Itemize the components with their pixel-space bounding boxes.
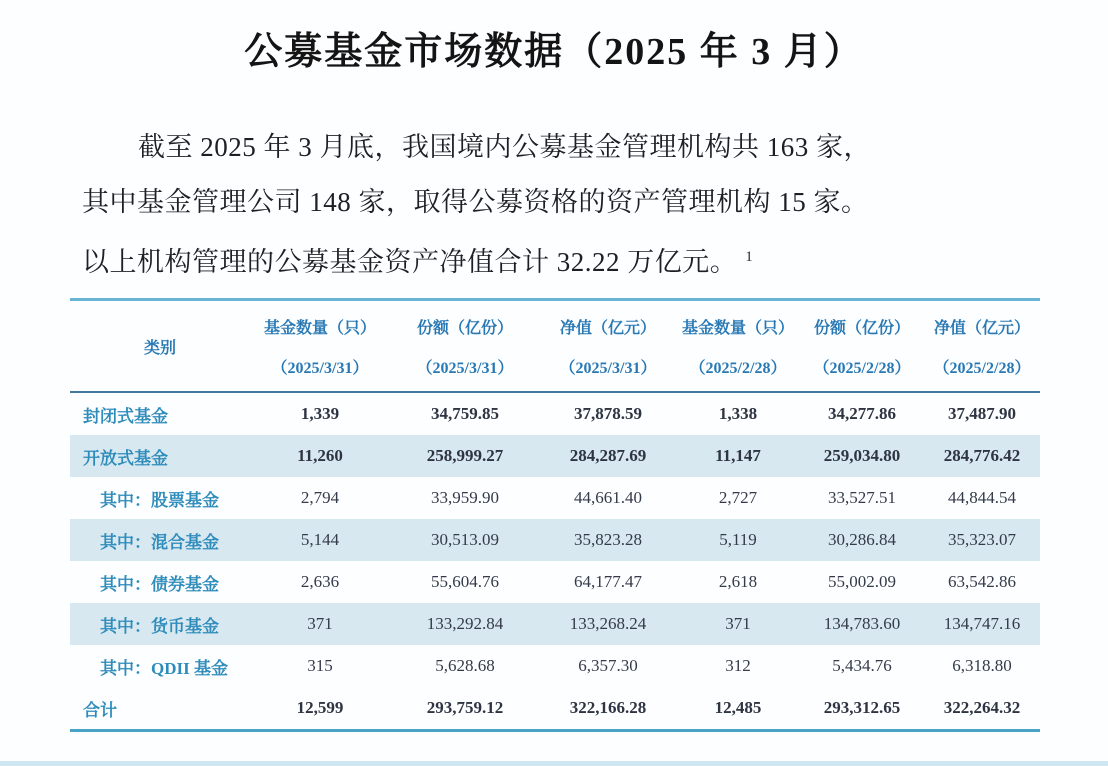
cell-value: 6,357.30 — [578, 656, 638, 675]
fund-data-table — [70, 298, 1040, 732]
table-row-hybrid — [70, 519, 1040, 561]
cell-value: 5,434.76 — [832, 656, 892, 675]
column-header-label: 份额（亿份） — [813, 319, 910, 337]
column-header-label: 净值（亿元） — [559, 319, 656, 337]
cell-value: 2,727 — [718, 488, 758, 507]
column-header-category: 类别 — [70, 300, 250, 393]
cell-value: 322,264.32 — [943, 698, 1021, 717]
row-category: 其中：股票基金 — [100, 490, 219, 510]
cell-value: 5,119 — [719, 530, 757, 549]
table-row-open-end — [70, 435, 1040, 477]
cell-value: 12,485 — [714, 698, 762, 717]
table-row-bond — [70, 561, 1040, 603]
cell-value: 35,323.07 — [948, 530, 1016, 549]
column-header-date: （2025/3/31） — [559, 359, 657, 377]
cell-value: 55,604.76 — [431, 572, 499, 591]
cell-value: 259,034.80 — [823, 446, 901, 465]
cell-value: 134,747.16 — [943, 614, 1021, 633]
cell-value: 11,260 — [297, 446, 343, 465]
column-header-date: （2025/2/28） — [933, 359, 1031, 377]
column-header-count-feb — [676, 300, 800, 393]
cell-value: 64,177.47 — [574, 572, 642, 591]
cell-value: 258,999.27 — [426, 446, 504, 465]
cell-value: 5,628.68 — [435, 656, 495, 675]
column-header-label: 基金数量（只） — [681, 319, 794, 337]
paragraph-line-3 — [82, 230, 1012, 290]
cell-value: 6,318.80 — [952, 656, 1012, 675]
page-title: 公募基金市场数据（2025 年 3 月） — [244, 31, 864, 73]
cell-value: 284,287.69 — [569, 446, 647, 465]
cell-value: 33,959.90 — [431, 488, 499, 507]
cell-value: 44,661.40 — [574, 488, 642, 507]
cell-value: 1,339 — [300, 404, 340, 423]
cell-value: 133,292.84 — [426, 614, 504, 633]
column-header-date: （2025/2/28） — [813, 359, 911, 377]
cell-value: 2,636 — [300, 572, 340, 591]
cell-value: 5,144 — [300, 530, 340, 549]
table-row-closed-end — [70, 392, 1040, 435]
cell-value: 371 — [307, 614, 333, 633]
table-row-total — [70, 687, 1040, 731]
row-category: 合计 — [83, 700, 117, 720]
column-header-date: （2025/2/28） — [689, 359, 787, 377]
column-header-count-mar — [250, 300, 390, 393]
intro-paragraph — [82, 120, 1012, 290]
cell-value: 37,878.59 — [574, 404, 642, 423]
row-category: 封闭式基金 — [83, 406, 168, 426]
paragraph-line-3-text: 以上机构管理的公募基金资产净值合计 32.22 万亿元。 — [82, 247, 738, 277]
cell-value: 371 — [725, 614, 751, 633]
footnote-marker: 1 — [745, 249, 754, 265]
cell-value: 30,286.84 — [828, 530, 896, 549]
cell-value: 133,268.24 — [569, 614, 647, 633]
cell-value: 315 — [307, 656, 333, 675]
cell-value: 322,166.28 — [569, 698, 647, 717]
cell-value: 293,312.65 — [823, 698, 901, 717]
row-category: 其中：债券基金 — [100, 574, 219, 594]
cell-value: 37,487.90 — [948, 404, 1016, 423]
column-header-nav-mar — [540, 300, 676, 393]
cell-value: 44,844.54 — [948, 488, 1016, 507]
row-category: 其中：混合基金 — [100, 532, 219, 552]
cell-value: 1,338 — [718, 404, 758, 423]
column-header-label: 份额（亿份） — [416, 319, 513, 337]
cell-value: 312 — [725, 656, 751, 675]
cell-value: 134,783.60 — [823, 614, 901, 633]
cell-value: 293,759.12 — [426, 698, 504, 717]
table-row-qdii — [70, 645, 1040, 687]
cell-value: 34,759.85 — [431, 404, 499, 423]
paragraph-line-1: 截至 2025 年 3 月底，我国境内公募基金管理机构共 163 家， — [138, 132, 871, 162]
row-category: 其中：QDII 基金 — [100, 658, 228, 678]
cell-value: 33,527.51 — [828, 488, 896, 507]
column-header-label: 净值（亿元） — [933, 319, 1030, 337]
column-header-label: 基金数量（只） — [263, 319, 376, 337]
table-header-row — [70, 300, 1040, 393]
cell-value: 35,823.28 — [574, 530, 642, 549]
page-bottom-edge — [0, 761, 1108, 766]
cell-value: 30,513.09 — [431, 530, 499, 549]
table-row-equity — [70, 477, 1040, 519]
column-header-date: （2025/3/31） — [271, 359, 369, 377]
paragraph-line-2: 其中基金管理公司 148 家，取得公募资格的资产管理机构 15 家。 — [82, 187, 869, 217]
cell-value: 63,542.86 — [948, 572, 1016, 591]
column-header-date: （2025/3/31） — [416, 359, 514, 377]
cell-value: 12,599 — [296, 698, 344, 717]
column-header-share-mar — [390, 300, 540, 393]
row-category: 开放式基金 — [83, 448, 168, 468]
cell-value: 284,776.42 — [943, 446, 1021, 465]
cell-value: 34,277.86 — [828, 404, 896, 423]
table-row-money-market — [70, 603, 1040, 645]
cell-value: 2,618 — [718, 572, 758, 591]
cell-value: 11,147 — [715, 446, 761, 465]
row-category: 其中：货币基金 — [100, 616, 219, 636]
column-header-nav-feb — [924, 300, 1040, 393]
cell-value: 55,002.09 — [828, 572, 896, 591]
cell-value: 2,794 — [300, 488, 340, 507]
column-header-share-feb — [800, 300, 924, 393]
